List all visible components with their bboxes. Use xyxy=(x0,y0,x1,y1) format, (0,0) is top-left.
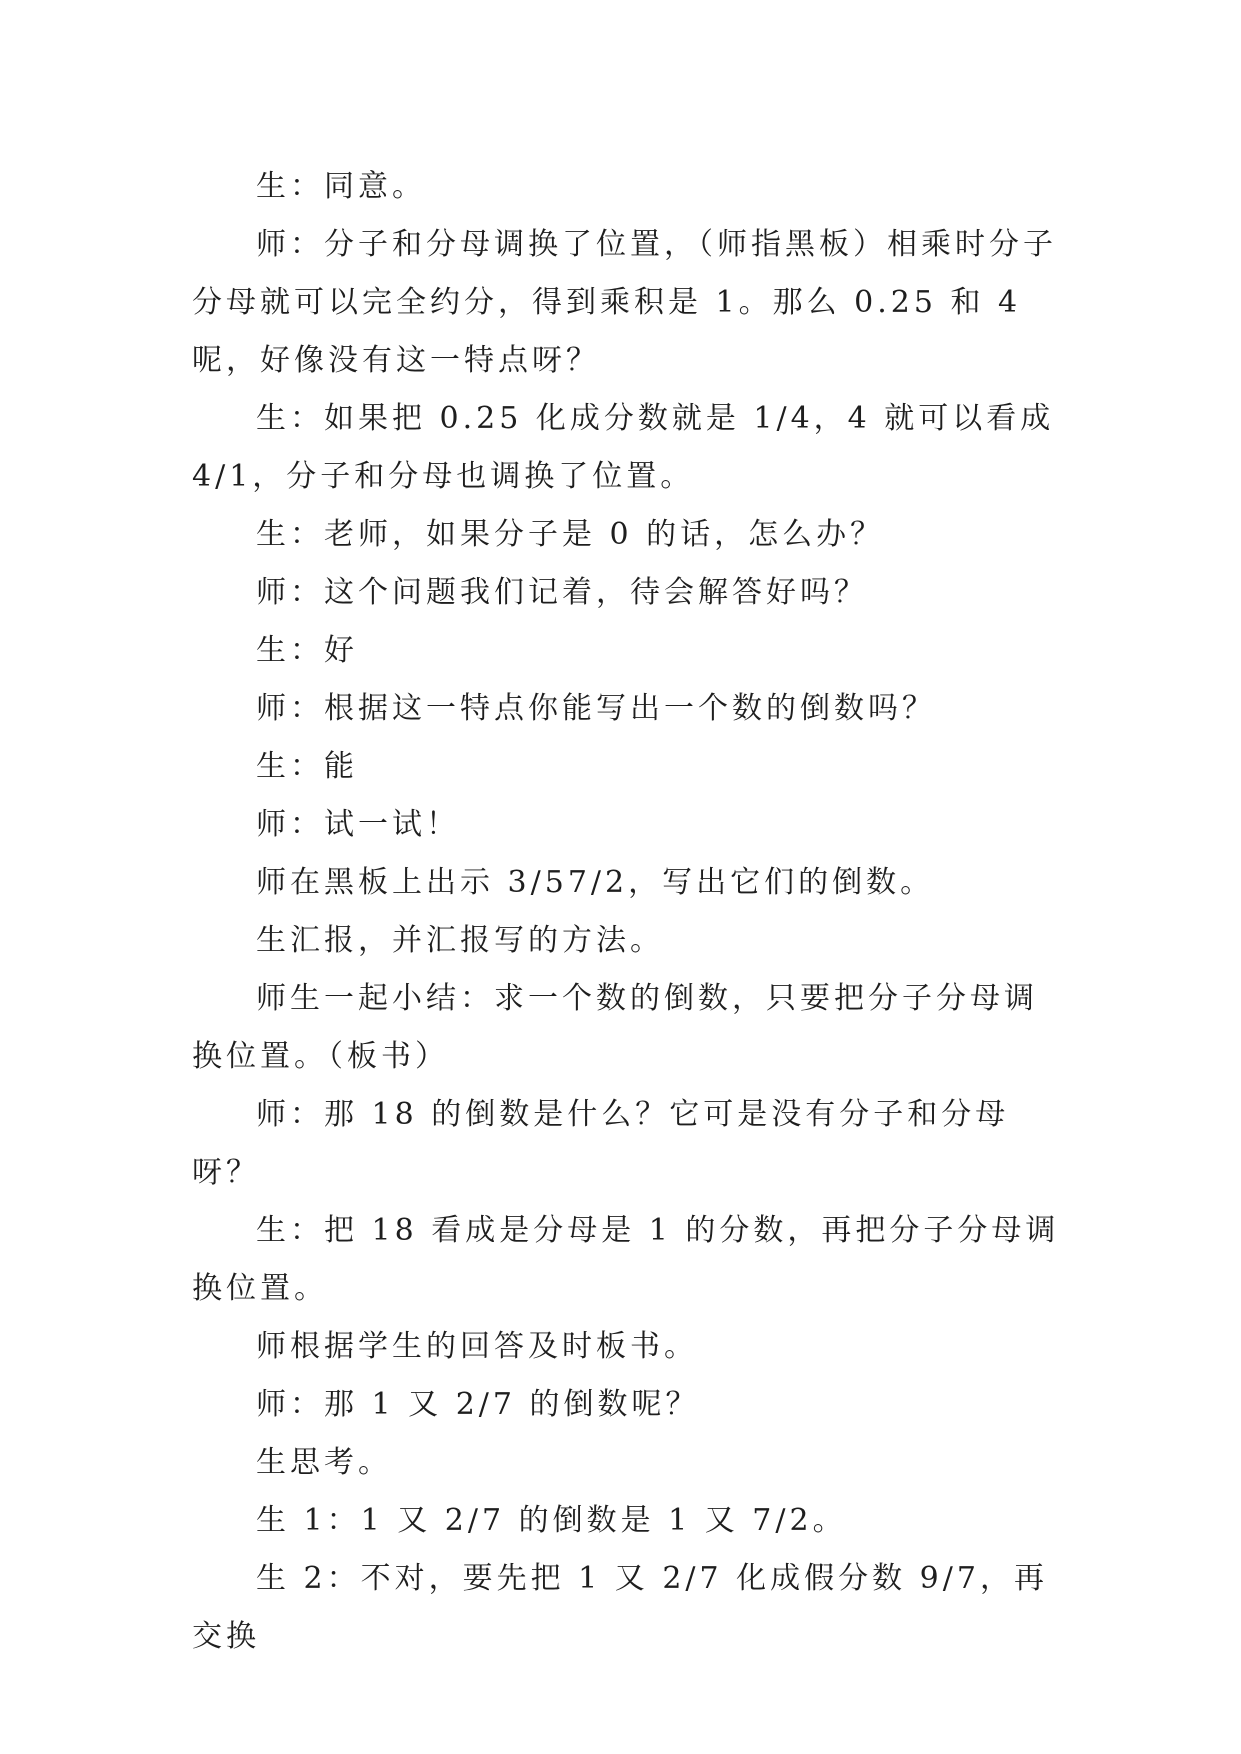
paragraph: 生：好 xyxy=(256,633,358,668)
paragraph: 师：这个问题我们记着，待会解答好吗？ xyxy=(256,575,868,610)
paragraph: 生 1：1 又 2/7 的倒数是 1 又 7/2。 xyxy=(256,1503,847,1538)
body-text xyxy=(192,158,1062,1666)
paragraph: 师：分子和分母调换了位置，（师指黑板）相乘时分子分母就可以完全约分，得到乘积是 1。那么 0.25 和 4 呢，好像没有这一特点呀？ xyxy=(192,227,1057,378)
paragraph: 师：那 18 的倒数是什么？它可是没有分子和分母呀？ xyxy=(192,1097,1010,1190)
paragraph: 生：同意。 xyxy=(256,169,426,204)
paragraph: 生：把 18 看成是分母是 1 的分数，再把分子分母调换位置。 xyxy=(192,1213,1060,1306)
paragraph: 生 2：不对，要先把 1 又 2/7 化成假分数 9/7，再交换 xyxy=(192,1561,1048,1654)
paragraph: 师：那 1 又 2/7 的倒数呢？ xyxy=(256,1387,700,1422)
paragraph: 师在黑板上出示 3/57/2，写出它们的倒数。 xyxy=(256,865,935,900)
paragraph: 生：能 xyxy=(256,749,358,784)
paragraph: 生汇报，并汇报写的方法。 xyxy=(256,923,664,958)
paragraph: 生：老师，如果分子是 0 的话，怎么办？ xyxy=(256,517,885,552)
paragraph: 生思考。 xyxy=(256,1445,392,1480)
paragraph: 师生一起小结：求一个数的倒数，只要把分子分母调换位置。（板书） xyxy=(192,981,1038,1074)
paragraph: 师：试一试！ xyxy=(256,807,460,842)
paragraph: 师：根据这一特点你能写出一个数的倒数吗？ xyxy=(256,691,936,726)
paragraph: 师根据学生的回答及时板书。 xyxy=(256,1329,698,1364)
paragraph: 生：如果把 0.25 化成分数就是 1/4，4 就可以看成 4/1，分子和分母也调换了位置。 xyxy=(192,401,1055,494)
